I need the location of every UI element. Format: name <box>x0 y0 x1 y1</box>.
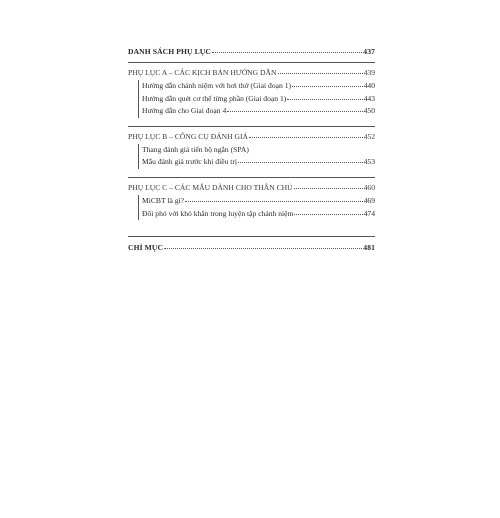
toc-heading-label: DANH SÁCH PHỤ LỤC <box>128 47 211 56</box>
toc-item <box>142 144 375 157</box>
section-label: PHỤ LỤC C – CÁC MẪU DÀNH CHO THÂN CHỦ <box>128 182 293 192</box>
dot-leader <box>164 248 362 249</box>
section-label: PHỤ LỤC B – CÔNG CỤ ĐÁNH GIÁ <box>128 131 249 141</box>
toc-index <box>128 242 375 254</box>
toc-item <box>142 156 375 169</box>
item-page: 474 <box>363 208 375 218</box>
section-page: 460 <box>363 182 375 192</box>
section-page: 439 <box>363 68 375 77</box>
toc-section-c <box>128 177 375 222</box>
dot-leader <box>227 111 362 112</box>
toc-section-c-title <box>128 182 375 194</box>
item-page: 469 <box>363 195 375 205</box>
toc-section-b <box>128 126 375 171</box>
table-of-contents <box>128 46 375 254</box>
item-label: Thang đánh giá tiến bộ ngắn (SPA) <box>142 144 249 154</box>
item-label: Hướng dẫn chánh niệm với hơi thở (Giai đoạn 1) <box>142 81 292 90</box>
dot-leader <box>294 188 363 189</box>
item-page: 443 <box>363 93 375 103</box>
toc-item <box>142 105 375 118</box>
index-page: 481 <box>363 243 375 253</box>
dot-leader <box>294 214 362 215</box>
toc-item <box>142 93 375 106</box>
toc-section-b-title <box>128 131 375 143</box>
item-page: 453 <box>363 157 375 167</box>
dot-leader <box>249 137 363 138</box>
section-page: 452 <box>363 131 375 141</box>
toc-section-a-title <box>128 67 375 79</box>
section-label: PHỤ LỤC A – CÁC KỊCH BẢN HƯỚNG DẪN <box>128 68 277 77</box>
index-label: CHỈ MỤC <box>128 243 164 253</box>
toc-section-a <box>128 62 375 120</box>
item-page: 450 <box>363 106 375 116</box>
toc-item <box>142 195 375 208</box>
toc-item <box>142 80 375 93</box>
toc-section-c-items <box>138 195 375 220</box>
item-label: Mẫu đánh giá trước khi điều trị <box>142 157 238 167</box>
toc-section-a-items <box>138 80 375 118</box>
dot-leader <box>292 86 363 87</box>
item-label: Đối phó với khó khăn trong luyện tập chánh niệm <box>142 208 294 218</box>
toc-heading-page: 437 <box>363 47 375 56</box>
toc-index-block <box>128 236 375 254</box>
toc-section-b-items <box>138 144 375 169</box>
dot-leader <box>278 73 363 74</box>
dot-leader <box>185 201 363 202</box>
dot-leader <box>212 52 362 53</box>
dot-leader <box>238 162 363 163</box>
item-label: Hướng dẫn cho Giai đoạn 4 <box>142 106 227 116</box>
item-page: 440 <box>363 81 375 90</box>
dot-leader <box>287 99 362 100</box>
item-label: MiCBT là gì? <box>142 195 185 205</box>
toc-item <box>142 208 375 221</box>
toc-heading-appendix-list <box>128 46 375 58</box>
item-label: Hướng dẫn quét cơ thể từng phần (Giai đoạn 1) <box>142 93 287 103</box>
